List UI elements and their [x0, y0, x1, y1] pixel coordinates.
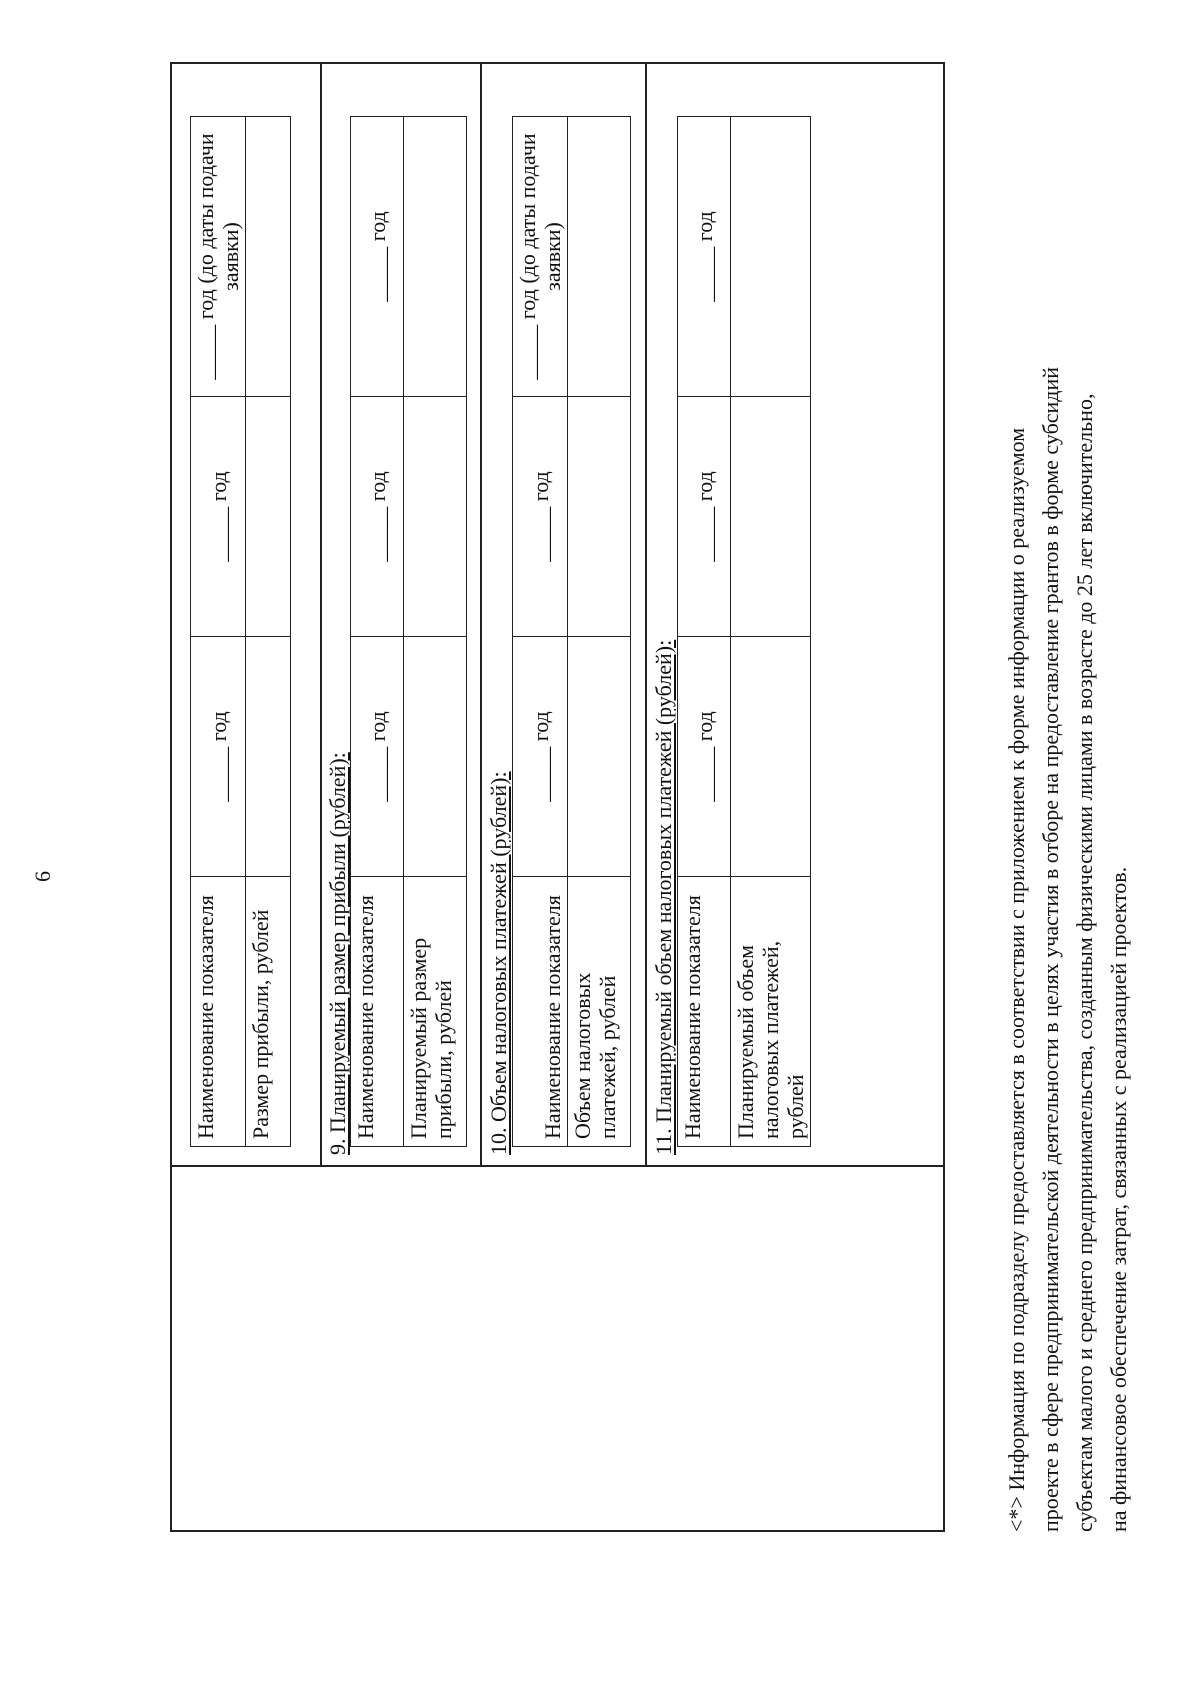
- header-year-3: _____ год: [351, 117, 404, 397]
- header-indicator-name: Наименование показателя: [678, 877, 731, 1147]
- section-10-caption: 10. Объем налоговых платежей (рублей):: [486, 771, 511, 1155]
- header-year-3: _____ год (до даты подачи заявки): [191, 117, 246, 397]
- form-section-table: [170, 62, 945, 1532]
- page-number: 6: [30, 871, 55, 882]
- table-header-row: [678, 117, 731, 1147]
- header-year-3: _____ год: [678, 117, 731, 397]
- row-label: Размер прибыли, рублей: [246, 877, 291, 1147]
- planned-profit-table: [350, 116, 467, 1147]
- header-year-2: _____ год: [191, 397, 246, 637]
- header-year-2: _____ год: [678, 397, 731, 637]
- section-9-block: [320, 64, 480, 1165]
- section-10-block: [480, 64, 645, 1165]
- table-cell: [246, 637, 291, 877]
- table-row: [731, 117, 811, 1147]
- header-indicator-name: Наименование показателя: [191, 877, 246, 1147]
- header-year-3: _____ год (до даты подачи заявки): [513, 117, 568, 397]
- profit-table: [190, 116, 291, 1147]
- table-cell: [731, 117, 811, 397]
- table-header-row: [351, 117, 404, 1147]
- footnote-line: субъектам малого и среднего предпринимательства, созданным физическими лицами в возрасте до 25 лет включительно,: [1072, 393, 1097, 1532]
- tax-payments-table: [512, 116, 631, 1147]
- section-11-caption: 11. Планируемый объем налоговых платежей (рублей):: [651, 639, 676, 1155]
- row-label: Планируемый объем налоговых платежей, рублей: [731, 877, 811, 1147]
- header-indicator-name: Наименование показателя: [513, 877, 568, 1147]
- table-cell: [731, 637, 811, 877]
- header-year-1: _____ год: [513, 637, 568, 877]
- footnote-line: на финансовое обеспечение затрат, связанных с реализацией проектов.: [1106, 866, 1131, 1532]
- table-cell: [404, 117, 467, 397]
- footnote-line: <*> Информация по подразделу предоставляется в соответствии с приложением к форме информации о реализуемом: [1004, 427, 1029, 1532]
- table-cell: [404, 397, 467, 637]
- planned-tax-payments-table: [677, 116, 811, 1147]
- header-year-1: _____ год: [678, 637, 731, 877]
- table-cell: [568, 637, 631, 877]
- row-label: Планируемый размер прибыли, рублей: [404, 877, 467, 1147]
- table-header-row: [513, 117, 568, 1147]
- footnote: [1000, 62, 1136, 1532]
- table-header-row: [191, 117, 246, 1147]
- table-cell: [568, 117, 631, 397]
- header-year-1: _____ год: [351, 637, 404, 877]
- header-year-1: _____ год: [191, 637, 246, 877]
- table-cell: [404, 637, 467, 877]
- row-label: Объем налоговых платежей, рублей: [568, 877, 631, 1147]
- header-indicator-name: Наименование показателя: [351, 877, 404, 1147]
- table-cell: [568, 397, 631, 637]
- table-row: [404, 117, 467, 1147]
- table-row: [246, 117, 291, 1147]
- footnote-line: проекте в сфере предпринимательской деятельности в целях участия в отборе на предоставление грантов в форме субсидий: [1038, 366, 1063, 1532]
- table-cell: [246, 397, 291, 637]
- profit-block: [172, 64, 307, 1165]
- section-11-block: [645, 64, 808, 1165]
- header-year-2: _____ год: [513, 397, 568, 637]
- header-year-2: _____ год: [351, 397, 404, 637]
- table-row: [568, 117, 631, 1147]
- section-9-caption: 9. Планируемый размер прибыли (рублей):: [325, 752, 350, 1155]
- table-cell: [246, 117, 291, 397]
- table-cell: [731, 397, 811, 637]
- section-left-column: [172, 1165, 943, 1530]
